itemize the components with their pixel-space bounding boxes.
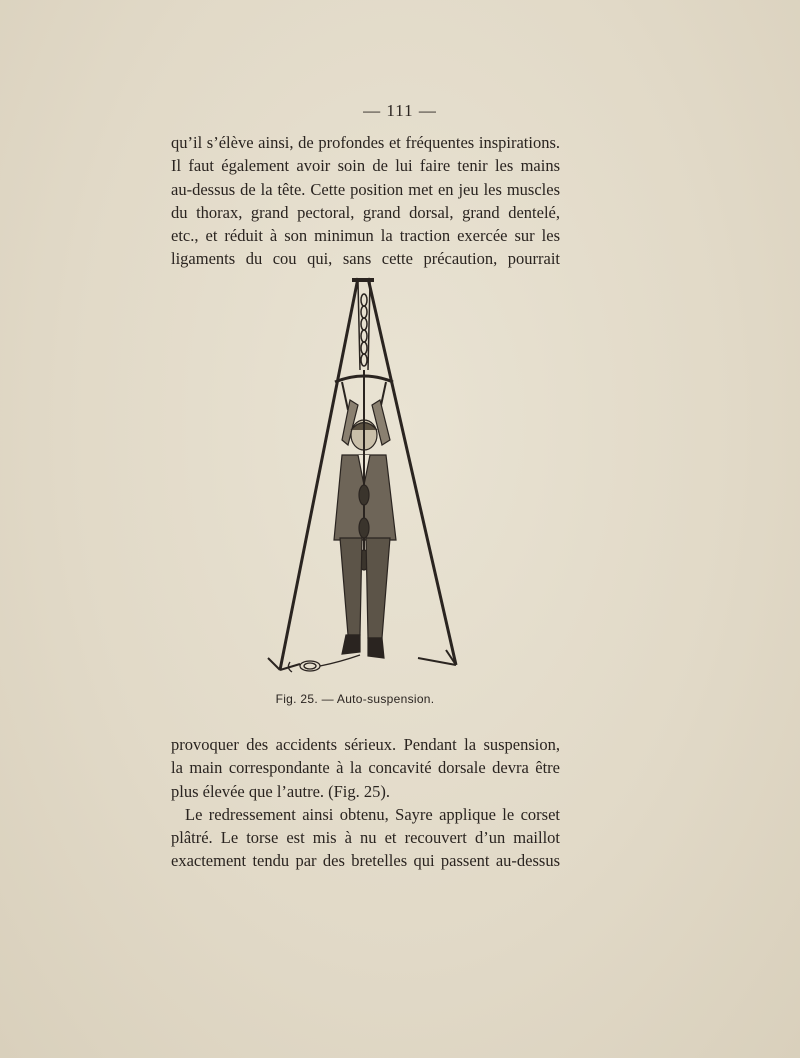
page-number: — 111 — [363, 101, 437, 120]
text-line: du thorax, grand pectoral, grand dorsal, grand dentelé, [171, 202, 560, 222]
text-line: exactement tendu par des bretelles qui passent au-dessus [171, 851, 560, 871]
text-line: au-dessus de la tête. Cette position met en jeu les muscles [171, 179, 560, 199]
text-line: provoquer des accidents sérieux. Pendant la suspension, [171, 735, 560, 754]
text-line: plus élevée que l’autre. (Fig. 25). [171, 781, 391, 801]
text-line: la main correspondante à la concavité dorsale devra être [171, 758, 560, 778]
text-line: qu’il s’élève ainsi, de profondes et fréquentes inspirations. [171, 133, 560, 152]
figure-caption: Fig. 25. — Auto-suspension. [275, 692, 435, 706]
text-line: etc., et réduit à son minimun la traction exercée sur les [171, 226, 560, 246]
auto-suspension-illustration [250, 270, 470, 680]
text-line: Le redressement ainsi obtenu, Sayre applique le corset [185, 804, 560, 824]
text-line: ligaments du cou qui, sans cette précaution, pourrait [171, 249, 560, 269]
suspended-person [334, 370, 396, 658]
chain [358, 282, 370, 370]
text-line: Il faut également avoir soin de lui faire tenir les mains [171, 156, 560, 176]
paragraph-top [171, 131, 560, 271]
text-line: plâtré. Le torse est mis à nu et recouvert d’un maillot [171, 828, 560, 848]
paragraph-bottom [171, 733, 560, 873]
